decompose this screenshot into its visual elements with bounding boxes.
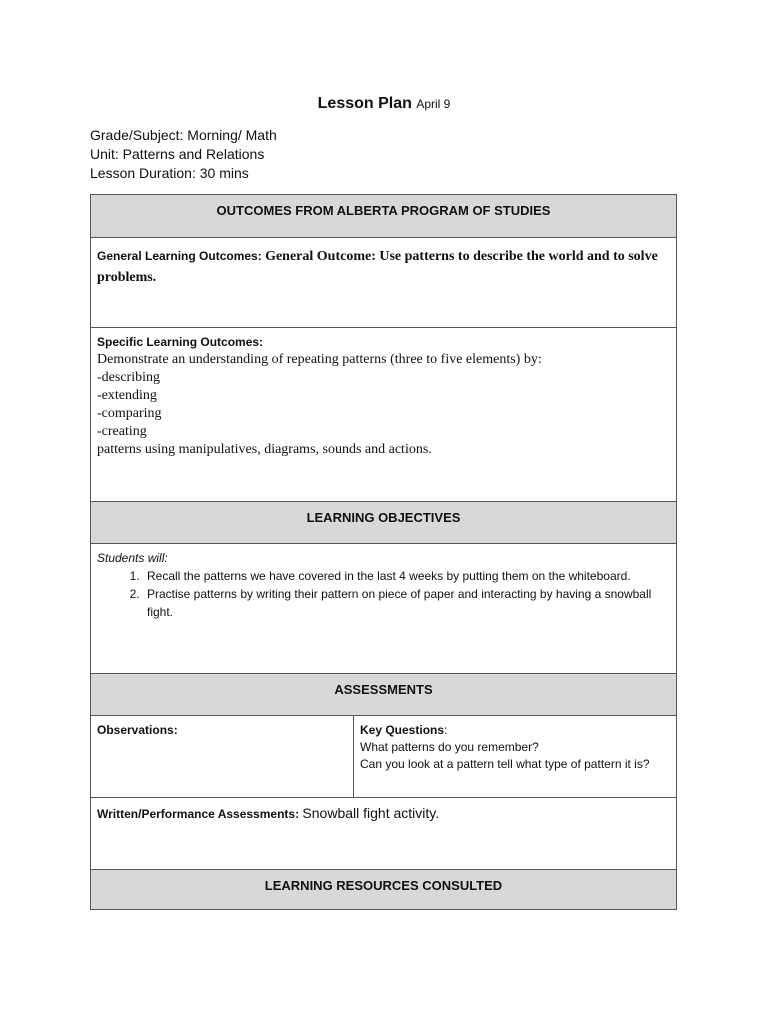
lesson-info: [90, 126, 277, 183]
specific-outcome-line: -describing: [97, 370, 160, 385]
specific-outcome-line: -extending: [97, 388, 157, 403]
resources-header-text: LEARNING RESOURCES CONSULTED: [264, 878, 503, 893]
observations-label: Observations:: [97, 723, 178, 737]
specific-outcome-line: -comparing: [97, 406, 162, 421]
specific-outcome-line: -creating: [97, 424, 147, 439]
title-date: April 9: [416, 97, 451, 111]
key-questions-label: Key Questions: [360, 723, 445, 737]
observations-cell: [91, 716, 354, 797]
specific-outcome-line: patterns using manipulatives, diagrams, sounds and actions.: [97, 442, 432, 457]
specific-outcome-line: Demonstrate an understanding of repeating patterns (three to five elements) by:: [97, 352, 542, 367]
objectives-list: [97, 567, 670, 621]
general-outcomes-label: General Learning Outcomes:: [97, 249, 262, 263]
key-question: What patterns do you remember?: [360, 740, 539, 754]
page-title: [0, 94, 768, 114]
assessments-split-row: [91, 715, 676, 797]
title-main: Lesson Plan: [317, 95, 412, 112]
key-questions-colon: :: [444, 723, 448, 737]
assessments-header-text: ASSESSMENTS: [334, 682, 433, 697]
objectives-header-text: LEARNING OBJECTIVES: [306, 510, 461, 525]
key-questions-cell: [354, 716, 676, 797]
written-assessments-text: Snowball fight activity.: [302, 805, 440, 821]
grade-subject: Grade/Subject: Morning/ Math: [90, 127, 277, 143]
written-assessments-label: Written/Performance Assessments:: [97, 807, 300, 821]
lesson-table: [90, 194, 677, 910]
objectives-intro: Students will:: [97, 551, 168, 565]
unit: Unit: Patterns and Relations: [90, 146, 265, 162]
objectives-header: [91, 501, 676, 543]
outcomes-header-text: OUTCOMES FROM ALBERTA PROGRAM OF STUDIES: [216, 203, 551, 218]
assessments-header: [91, 673, 676, 715]
general-outcomes-text: General Outcome: Use patterns to describe the world and to solve problems.: [97, 249, 658, 285]
objectives-cell: [91, 543, 676, 673]
list-item: 1. Recall the patterns we have covered in the last 4 weeks by putting them on the whiteboard.: [143, 567, 670, 585]
key-question: Can you look at a pattern tell what type of pattern it is?: [360, 757, 650, 771]
specific-outcomes-cell: [91, 327, 676, 501]
lesson-duration: Lesson Duration: 30 mins: [90, 165, 249, 181]
list-item: 2. Practise patterns by writing their pattern on piece of paper and interacting by having a snowball fight.: [143, 585, 670, 621]
specific-outcomes-label: Specific Learning Outcomes:: [97, 335, 264, 349]
resources-header: [91, 869, 676, 909]
outcomes-header: [91, 195, 676, 237]
written-assessments-cell: [91, 797, 676, 869]
general-outcomes-cell: [91, 237, 676, 327]
